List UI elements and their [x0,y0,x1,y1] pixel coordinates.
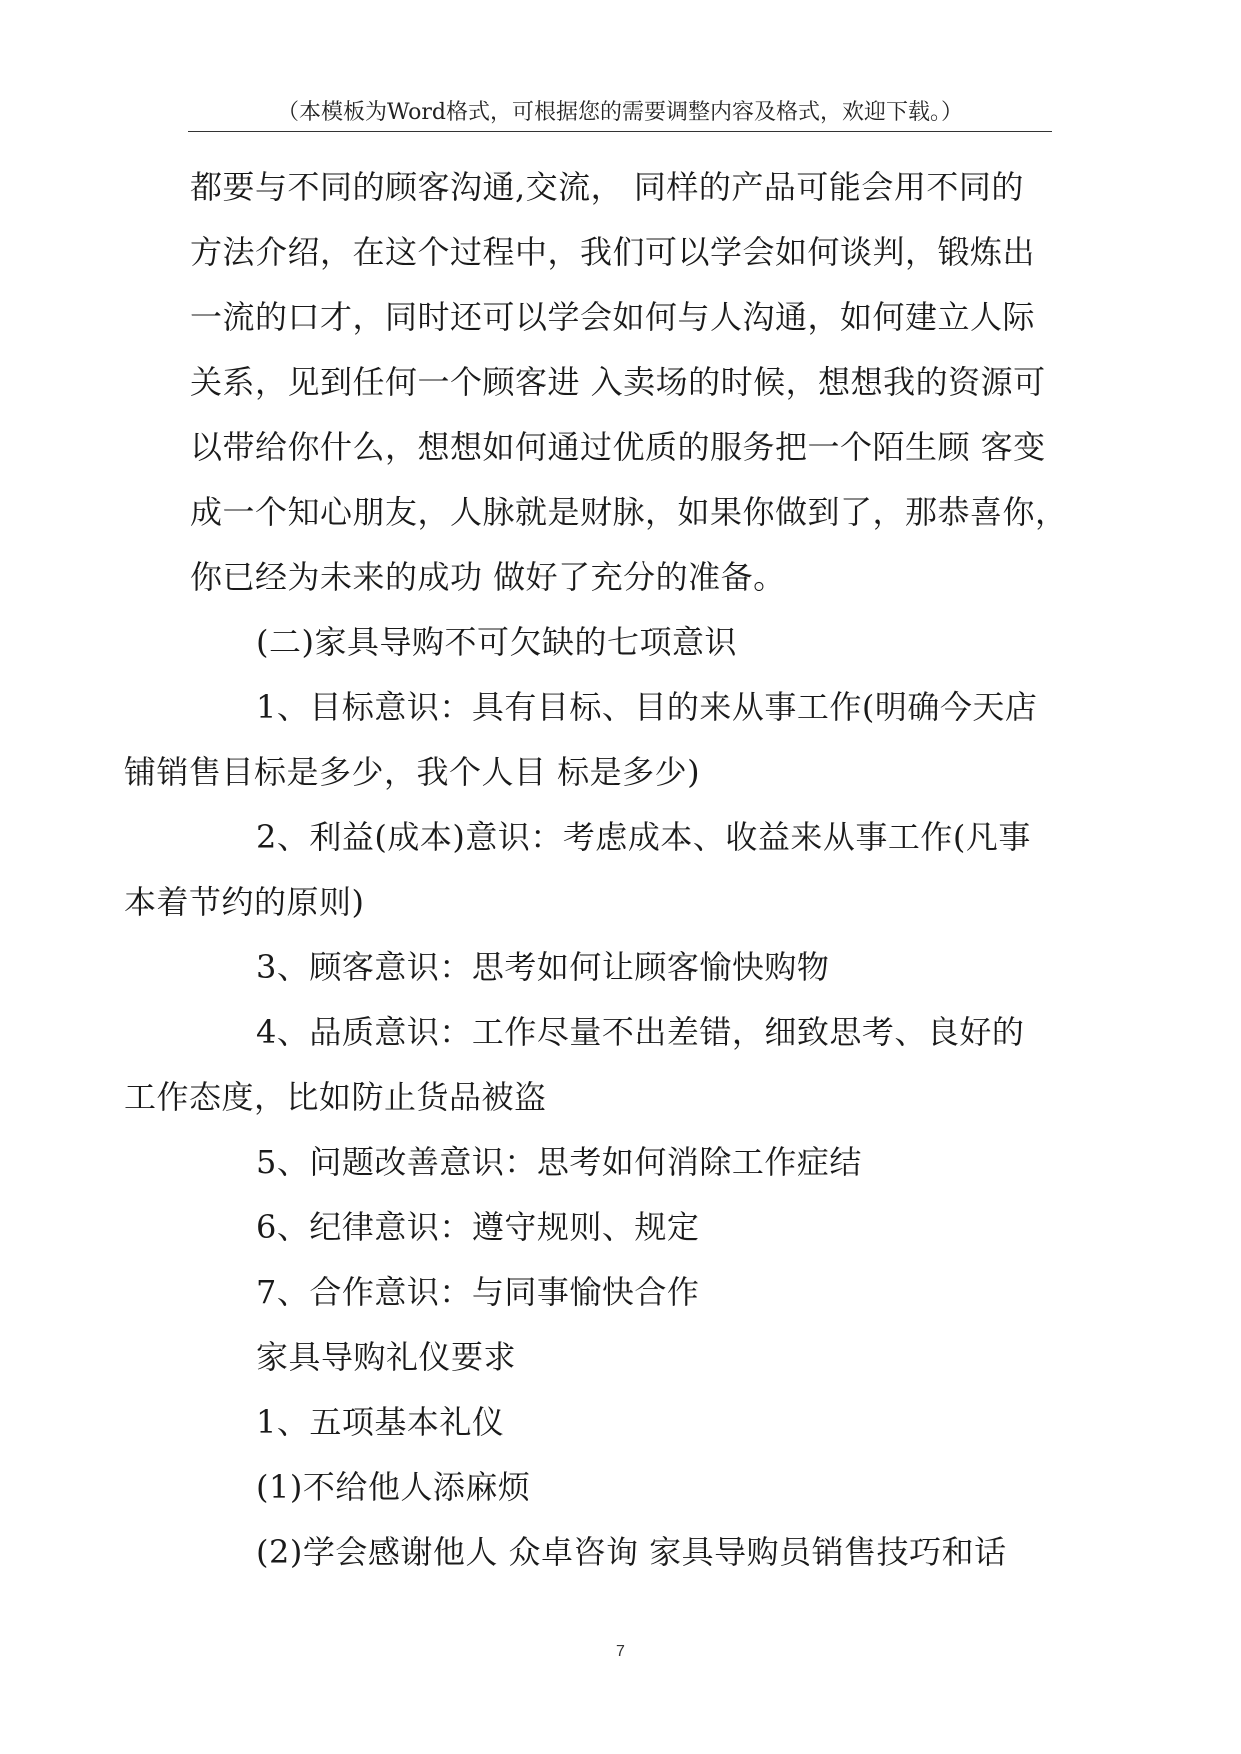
text-line: 7、合作意识：与同事愉快合作 [256,1273,700,1311]
text-line: 1、目标意识：具有目标、目的来从事工作(明确今天店 [256,688,1038,726]
list-item-cooperation-awareness [190,1260,1052,1325]
text-line: 5、问题改善意识：思考如何消除工作症结 [256,1143,862,1181]
list-item-no-trouble [190,1455,1052,1520]
text-line: 3、顾客意识：思考如何让顾客愉快购物 [256,948,830,986]
section-heading-etiquette [190,1325,1052,1390]
list-item-cost-awareness [124,805,1052,935]
text-line: 2、利益(成本)意识：考虑成本、收益来从事工作(凡事 [256,818,1031,856]
list-item-thank-others [190,1520,1052,1585]
list-item-discipline-awareness [190,1195,1052,1260]
list-item-problem-awareness [190,1130,1052,1195]
paragraph-customer-communication [190,155,1068,610]
text-line: 一流的口才，同时还可以学会如何与人沟通，如何建立人际 [190,298,1036,336]
text-line: (1)不给他人添麻烦 [256,1468,531,1506]
text-line: 都要与不同的顾客沟通,交流， 同样的产品可能会用不同的 [190,168,1024,206]
text-line: 铺销售目标是多少，我个人目 标是多少) [124,753,701,791]
text-line: 成一个知心朋友，人脉就是财脉，如果你做到了，那恭喜你， [190,493,1068,531]
text-line: 工作态度，比如防止货品被盗 [124,1078,547,1116]
text-line: 你已经为未来的成功 做好了充分的准备。 [190,558,786,596]
text-line: 1、五项基本礼仪 [256,1403,505,1441]
list-item-quality-awareness [124,1000,1052,1130]
text-line: 以带给你什么，想想如何通过优质的服务把一个陌生顾 客变 [190,428,1046,466]
header-divider [188,131,1052,132]
text-line: 关系，见到任何一个顾客进 入卖场的时候，想想我的资源可 [190,363,1046,401]
document-body [124,155,1068,1585]
text-line: 家具导购礼仪要求 [256,1338,517,1376]
page-header: （本模板为Word格式，可根据您的需要调整内容及格式，欢迎下载。） [277,100,963,125]
section-heading-seven-awareness [190,610,1052,675]
page-number: 7 [616,1643,625,1660]
list-item-customer-awareness [190,935,1052,1000]
list-item-basic-etiquette [190,1390,1052,1455]
text-line: 4、品质意识：工作尽量不出差错，细致思考、良好的 [256,1013,1025,1051]
text-line: 本着节约的原则) [124,883,365,921]
text-line: 6、纪律意识：遵守规则、规定 [256,1208,700,1246]
text-line: (二)家具导购不可欠缺的七项意识 [256,623,737,661]
list-item-goal-awareness [124,675,1052,805]
text-line: 方法介绍，在这个过程中，我们可以学会如何谈判，锻炼出 [190,233,1036,271]
text-line: (2)学会感谢他人 众卓咨询 家具导购员销售技巧和话 [256,1533,1007,1571]
